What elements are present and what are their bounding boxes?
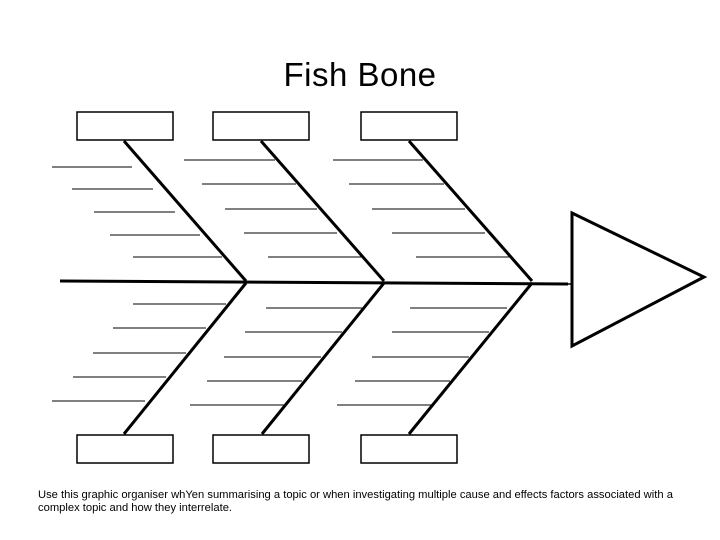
writing-lines-bottom-3 [337,308,507,405]
cause-box-bottom-3[interactable] [361,435,457,463]
cause-box-top-2[interactable] [213,112,309,140]
cause-box-top-3[interactable] [361,112,457,140]
bone-top-1 [124,141,246,281]
writing-lines-bottom-1 [52,304,226,401]
cause-box-top-1[interactable] [77,112,173,140]
effect-head-triangle[interactable] [572,213,704,346]
bone-bottom-1 [124,283,246,434]
bone-top-3 [409,141,532,281]
bone-bottom-3 [409,283,532,434]
fish-spine [60,281,568,284]
writing-lines-top-1 [52,167,222,257]
cause-box-bottom-1[interactable] [77,435,173,463]
cause-box-bottom-2[interactable] [213,435,309,463]
bone-top-2 [261,141,384,281]
writing-lines-top-3 [333,160,509,257]
page-title: Fish Bone [283,56,437,93]
bone-bottom-2 [262,283,384,434]
instructions-caption: Use this graphic organiser whYen summarising a topic or when investigating multiple cause and effects factors associated with a complex topic and how they interrelate. [38,489,673,514]
